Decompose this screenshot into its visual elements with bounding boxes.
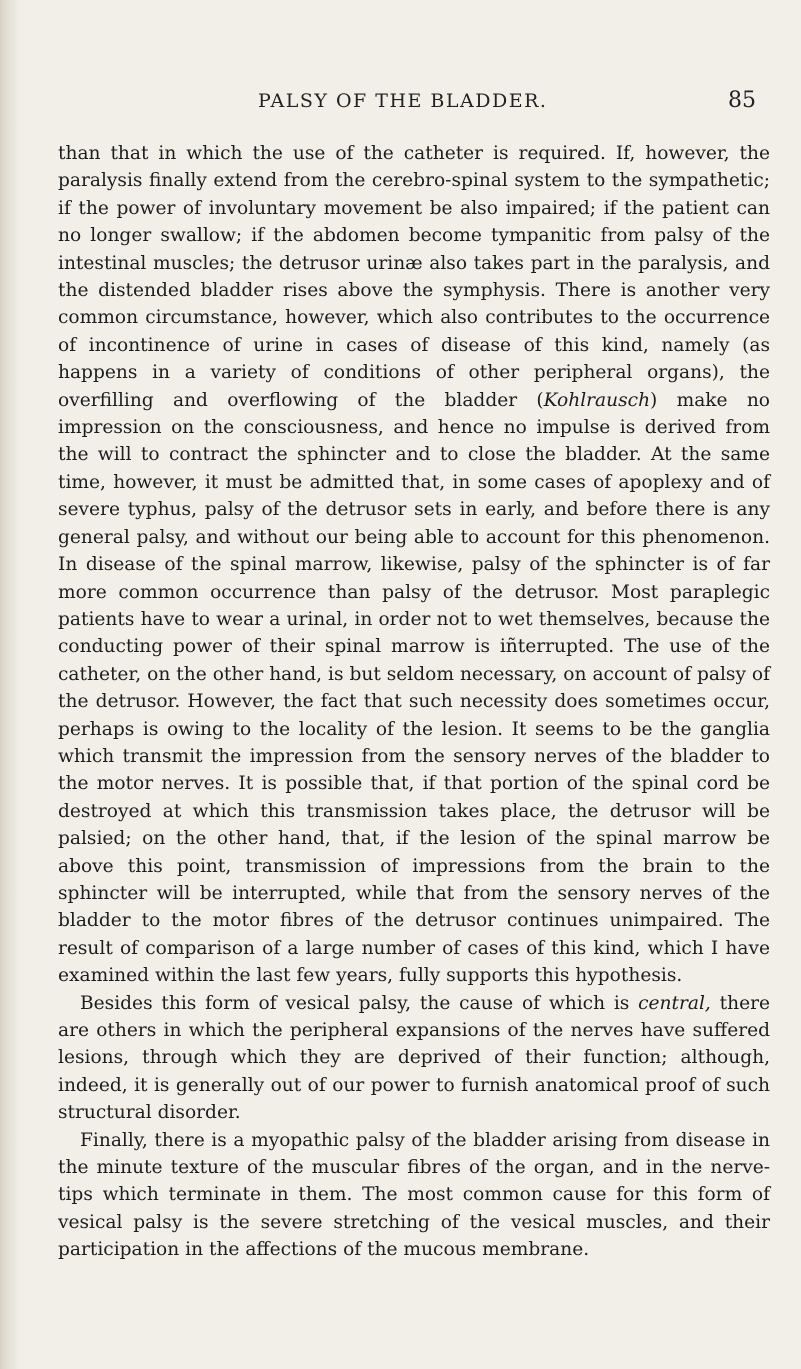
- paragraph-2-text-a: Besides this form of vesical palsy, the cause of which is: [80, 992, 639, 1014]
- paragraph-3: [58, 1127, 770, 1264]
- paragraph-1-emphasis: Kohlrausch: [543, 389, 651, 411]
- paragraph-2-emphasis: central,: [638, 992, 711, 1014]
- body-text: [58, 140, 770, 1264]
- running-title: PALSY OF THE BLADDER.: [258, 90, 548, 112]
- running-head: [258, 90, 778, 120]
- paragraph-3-text-a: Finally, there is a myopathic palsy of the bladder arising from disease in the minute texture of the muscular fibres of the organ, and in the nerve-tips which terminate in them. The most common cause for this form of vesical palsy is the severe stretching of the vesical muscles, and their participation in the affections of the mucous membrane.: [58, 1129, 770, 1261]
- paragraph-1-text-a: than that in which the use of the catheter is required. If, however, the paralysis finally extend from the cerebro-spinal system to the sympathetic; if the power of involuntary movement be also impaired; if the patient can no longer swallow; if the abdomen become tympanitic from palsy of the intestinal muscles; the detrusor urinæ also takes part in the paralysis, and the distended bladder rises above the symphysis. There is another very common circumstance, however, which also contributes to the occurrence of incontinence of urine in cases of disease of this kind, namely (as happens in a variety of conditions of other peripheral organs), the overfilling and overflowing of the bladder (: [58, 143, 770, 411]
- paragraph-2: [58, 990, 770, 1127]
- paragraph-1: [58, 140, 770, 990]
- paragraph-1-text-b: ) make no impression on the consciousness, and hence no impulse is derived from the will to contract the sphincter and to close the bladder. At the same time, however, it must be admitted that, in some cases of apoplexy and of severe typhus, palsy of the detrusor sets in early, and before there is any general palsy, and without our being able to account for this phenomenon. In disease of the spinal marrow, likewise, palsy of the sphincter is of far more common occurrence than palsy of the detrusor. Most paraplegic patients have to wear a urinal, in order not to wet themselves, because the conducting power of their spinal marrow is iñterrupted. The use of the catheter, on the other hand, is but seldom necessary, on account of palsy of the detrusor. However, the fact that such necessity does sometimes occur, perhaps is owing to the locality of the lesion. It seems to be the ganglia which transmit the impression from the sensory nerves of the bladder to the motor nerves. It is possible that, if that portion of the spinal cord be destroyed at which this transmission takes place, the detrusor will be palsied; on the other hand, that, if the lesion of the spinal marrow be above this point, transmission of impressions from the brain to the sphincter will be interrupted, while that from the sensory nerves of the bladder to the motor fibres of the detrusor continues unimpaired. The result of comparison of a large number of cases of this kind, which I have examined within the last few years, fully supports this hypothesis.: [58, 389, 771, 987]
- page-number: 85: [728, 88, 756, 113]
- page-gutter-shadow: [2, 0, 20, 1369]
- paragraph-2-text-b: there are others in which the peripheral expansions of the nerves have suffered lesions, through which they are deprived of their function; although, indeed, it is generally out of our power to furnish anatomical proof of such structural disorder.: [58, 992, 770, 1124]
